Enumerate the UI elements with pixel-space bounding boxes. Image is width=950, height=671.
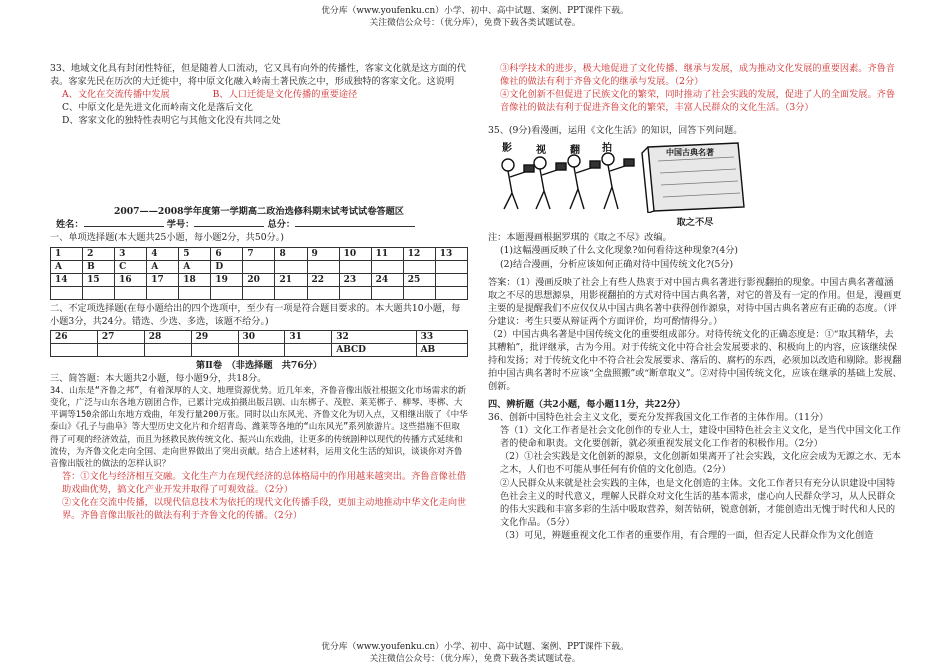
header-line1: 优分库（www.youfenku.cn）小学、初中、高中试题、案例、PPT课件下载。 xyxy=(321,6,629,16)
cartoon-drawing xyxy=(488,141,750,213)
single-choice-table xyxy=(50,247,468,300)
single-choice-cell: 7 xyxy=(243,247,275,260)
multi-choice-cell xyxy=(51,343,98,356)
single-choice-cell: 15 xyxy=(83,273,115,286)
single-choice-cell xyxy=(243,286,275,299)
score-label: 总分： xyxy=(267,219,296,231)
single-choice-cell: 11 xyxy=(371,247,403,260)
multi-choice-row xyxy=(51,343,468,356)
multi-choice-cell xyxy=(97,343,144,356)
multi-choice-cell xyxy=(285,343,332,356)
single-choice-cell xyxy=(307,286,339,299)
single-choice-cell xyxy=(371,286,403,299)
single-choice-cell xyxy=(403,260,435,273)
cartoon-char-1: 影 xyxy=(502,143,512,155)
single-choice-cell: 9 xyxy=(307,247,339,260)
cartoon-note: 注：本题漫画根据罗琪的《取之不尽》改编。 xyxy=(488,232,672,244)
single-choice-cell xyxy=(243,260,275,273)
cartoon-book-title: 中国古典名著 xyxy=(666,147,714,158)
single-choice-cell: 22 xyxy=(307,273,339,286)
short-answer-title: 三、简答题：本大题共2小题，每小题9分，共18分。 xyxy=(50,372,267,384)
single-choice-cell: 19 xyxy=(211,273,243,286)
single-choice-cell: C xyxy=(115,260,147,273)
single-choice-cell: 24 xyxy=(371,273,403,286)
single-choice-cell: 13 xyxy=(435,247,467,260)
cartoon-illustration xyxy=(488,141,750,213)
q36-answer-1: 答（1）文化工作者是社会文化创作的专业人士，建设中国特色社会主义文化，是当代中国文化工作者的使命和职责。文化要创新，就必须重视发展文化工作者的积极作用。（2分） xyxy=(500,425,901,450)
single-choice-cell xyxy=(339,286,371,299)
q34-stem: 34、山东是“齐鲁之邦”，有着深厚的人文、地理资源优势。近几年来，齐鲁音像出版社根据文化市场需求的新变化，广泛与山东各地方剧团合作，已累计完成拍摄出版吕剧、山东梆子、茂腔、莱芜梆子、柳琴、枣梆、大平调等150余部山东地方戏曲，年发行量200万张。同时以山东风光、齐鲁文化为切入点，又相继出版了《中华泰山》《孔子与曲阜》等大型历史文化片和介绍青岛、潍莱等各地的“山东风光”系列旅游片。这些措施不但取得了可观的经济效益，而且为拯救民族传统文化、振兴山东戏曲，让更多的传统剧种以现代的传播方式延续和流传，为齐鲁文化走向全国、走向世界做出了突出贡献。结合上述材料，运用文化生活的知识，谈谈你对齐鲁音像出版社的做法的怎样认识？ xyxy=(50,385,468,469)
name-field xyxy=(84,226,164,227)
q35-sub-2: (2)结合漫画，分析应该如何正确对待中国传统文化?(5分) xyxy=(500,258,734,270)
single-choice-cell: 14 xyxy=(51,273,83,286)
single-choice-cell xyxy=(371,260,403,273)
single-choice-cell xyxy=(83,286,115,299)
single-choice-cell: 16 xyxy=(115,273,147,286)
right-column xyxy=(488,62,902,542)
page-header xyxy=(0,6,950,30)
answer-sheet-title: 2007——2008学年度第一学期高二政治选修科期末试考试试卷答题区 xyxy=(113,206,404,218)
multi-choice-table xyxy=(50,330,468,357)
score-field xyxy=(295,226,415,227)
q36-stem: 36、创新中国特色社会主义文化，要充分发挥我国文化工作者的主体作用。（11分） xyxy=(488,412,829,424)
single-choice-row xyxy=(51,247,468,260)
single-choice-cell: A xyxy=(179,260,211,273)
single-choice-cell: 23 xyxy=(339,273,371,286)
multi-choice-cell: 33 xyxy=(416,330,467,343)
multi-choice-cell: ABCD xyxy=(332,343,416,356)
q35-stem: 35、(9分)看漫画，运用《文化生活》的知识，回答下列问题。 xyxy=(488,125,743,137)
single-choice-cell: 12 xyxy=(403,247,435,260)
cartoon-caption: 取之不尽 xyxy=(676,217,714,229)
single-choice-cell xyxy=(307,260,339,273)
part2-title: 第Ⅱ卷 （非选择题 共76分） xyxy=(195,359,323,371)
left-column xyxy=(50,62,468,522)
name-label: 姓名： xyxy=(56,219,84,231)
multi-choice-title: 二、不定项选择题(在每小题给出的四个选项中，至少有一项是符合题目要求的。本大题共10小题，每小题3分，共24分。错选、少选、多选，该题不给分。) xyxy=(50,302,461,327)
header-line2: 关注微信公众号：（优分库），免费下载各类试题试卷。 xyxy=(369,17,581,28)
footer-line2: 关注微信公众号：（优分库），免费下载各类试题试卷。 xyxy=(369,653,581,664)
multi-choice-cell xyxy=(144,343,191,356)
student-info-line xyxy=(50,218,468,231)
q35-answer-2: （2）中国古典名著是中国传统文化的重要组成部分。对待传统文化的正确态度是：①“取其精华，去其糟粕”，批评继承，古为今用。对于传统文化中符合社会发展要求的、积极向上的内容，应该继续保持和发扬；对于传统文化中不符合社会发展要求、落后的、腐朽的东西，必须加以改造和剔除。影视翻拍中国古典名著时不应该“全盘照搬”或“断章取义”。②对待中国传统文化，应该在继承的基础上发展、创新。 xyxy=(488,328,902,393)
single-choice-cell: 4 xyxy=(147,247,179,260)
single-choice-row xyxy=(51,273,468,286)
page-footer xyxy=(0,642,950,666)
single-choice-cell xyxy=(435,273,467,286)
single-choice-cell: 25 xyxy=(403,273,435,286)
q33-option-b: B、人口迁徙是文化传播的重要途径 xyxy=(212,89,358,101)
id-label: 学号： xyxy=(166,219,195,231)
cartoon-char-4: 拍 xyxy=(602,143,612,155)
q33-option-c: C、中原文化是先进文化而岭南文化是落后文化 xyxy=(62,102,253,114)
single-choice-cell xyxy=(275,286,307,299)
q33-options-ab xyxy=(50,88,468,101)
single-choice-cell xyxy=(275,260,307,273)
single-choice-title: 一、单项选择题(本大题共25小题，每小题2分，共50分。) xyxy=(50,232,284,244)
single-choice-cell: 20 xyxy=(243,273,275,286)
cartoon-char-2: 视 xyxy=(536,145,546,157)
single-choice-cell xyxy=(435,260,467,273)
multi-choice-row xyxy=(51,330,468,343)
single-choice-cell: 17 xyxy=(147,273,179,286)
q34-answer-2: ②文化在交流中传播，以现代信息技术为依托的现代文化传播手段，更加主动地推动中华文化走向世界。齐鲁音像出版社的做法有利于齐鲁文化的传播。（2分） xyxy=(62,497,467,522)
single-choice-cell: 5 xyxy=(179,247,211,260)
q33-option-a: A、文化在交流传播中发展 xyxy=(62,89,170,101)
single-choice-cell: A xyxy=(147,260,179,273)
cartoon-char-3: 翻 xyxy=(570,145,580,157)
single-choice-cell: B xyxy=(83,260,115,273)
multi-choice-cell: AB xyxy=(416,343,467,356)
single-choice-cell xyxy=(403,286,435,299)
q34-answer-4: ④文化创新不但促进了民族文化的繁荣，同时推动了社会实践的发展，促进了人的全面发展。齐鲁音像社的做法有利于促进齐鲁文化的繁荣，丰富人民群众的文化生活。（3分） xyxy=(500,89,896,114)
single-choice-cell xyxy=(339,260,371,273)
multi-choice-cell: 26 xyxy=(51,330,98,343)
q33-stem: 33、地域文化具有封闭性特征，但是随着人口流动，它又具有向外的传播性，客家文化就是这方面的代表。客家先民在历次的大迁徙中，将中原文化融入岭南土著民族之中，形成独特的客家文化。这说明 xyxy=(50,63,466,88)
single-choice-cell xyxy=(435,286,467,299)
single-choice-cell xyxy=(51,286,83,299)
q36-answer-2: （2）①社会实践是文化创新的源泉，文化创新如果离开了社会实践，文化应会成为无源之水、无本之木，人们也不可能从事任何有价值的文化创造。（2分） xyxy=(500,451,901,476)
single-choice-row xyxy=(51,260,468,273)
single-choice-cell: 2 xyxy=(83,247,115,260)
q33-option-d: D、客家文化的独特性表明它与其他文化没有共同之处 xyxy=(62,115,281,127)
single-choice-cell xyxy=(179,286,211,299)
multi-choice-cell: 31 xyxy=(285,330,332,343)
multi-choice-cell: 29 xyxy=(191,330,238,343)
q36-answer-4: （3）可见，辨题重视文化工作者的重要作用，有合理的一面，但否定人民群众作为文化创造 xyxy=(500,529,874,541)
single-choice-cell: 3 xyxy=(115,247,147,260)
multi-choice-cell: 30 xyxy=(238,330,285,343)
multi-choice-cell xyxy=(238,343,285,356)
single-choice-cell: 1 xyxy=(51,247,83,260)
single-choice-cell xyxy=(147,286,179,299)
single-choice-cell: D xyxy=(211,260,243,273)
single-choice-cell: A xyxy=(51,260,83,273)
single-choice-cell: 10 xyxy=(339,247,371,260)
q34-answer-1: 答：①文化与经济相互交融。文化生产力在现代经济的总体格局中的作用越来越突出。齐鲁音像社借助戏曲优势，搞文化产业开发并取得了可观效益。（2分） xyxy=(62,471,467,496)
id-field xyxy=(194,226,264,227)
single-choice-cell: 21 xyxy=(275,273,307,286)
single-choice-row xyxy=(51,286,468,299)
q36-answer-3: ②人民群众从来就是社会实践的主体，也是文化创造的主体。文化工作者只有充分认识建设中国特色社会主义的时代意义，理解人民群众对文化生活的基本需求，虚心向人民群众学习，从人民群众的伟大实践和丰富多彩的生活中吸取营养，刻苦钻研，锐意创新，才能创造出无愧于时代和人民的文化作品。（5分） xyxy=(500,477,896,528)
q35-sub-1: (1)这幅漫画反映了什么文化现象?如何看待这种现象?(4分) xyxy=(500,245,739,257)
multi-choice-cell: 28 xyxy=(144,330,191,343)
multi-choice-cell: 27 xyxy=(97,330,144,343)
multi-choice-cell xyxy=(191,343,238,356)
multi-choice-cell: 32 xyxy=(332,330,416,343)
single-choice-cell xyxy=(115,286,147,299)
footer-line1: 优分库（www.youfenku.cn）小学、初中、高中试题、案例、PPT课件下载。 xyxy=(321,642,629,652)
single-choice-cell: 8 xyxy=(275,247,307,260)
single-choice-cell: 18 xyxy=(179,273,211,286)
single-choice-cell xyxy=(211,286,243,299)
section4-title: 四、辨析题（共2小题，每小题11分，共22分） xyxy=(488,399,686,411)
q35-answer-1: 答案：（1）漫画反映了社会上有些人热衷于对中国古典名著进行影视翻拍的现象。中国古典名著蕴涵取之不尽的思想源泉，用影视翻拍的方式对待中国古典名著，对它的普及有一定的作用。但是，漫画更主要的是提醒我们不应仅仅从中国古典名著中获得创作源泉，对待中国古典名著应有正确的态度。（评分建议：考生只要从辩证两个方面评价，均可酌情得分。） xyxy=(488,276,902,327)
single-choice-cell: 6 xyxy=(211,247,243,260)
q34-answer-3: ③科学技术的进步，极大地促进了文化传播、继承与发展，成为推动文化发展的重要因素。齐鲁音像社的做法有利于齐鲁文化的继承与发展。（2分） xyxy=(500,63,896,88)
